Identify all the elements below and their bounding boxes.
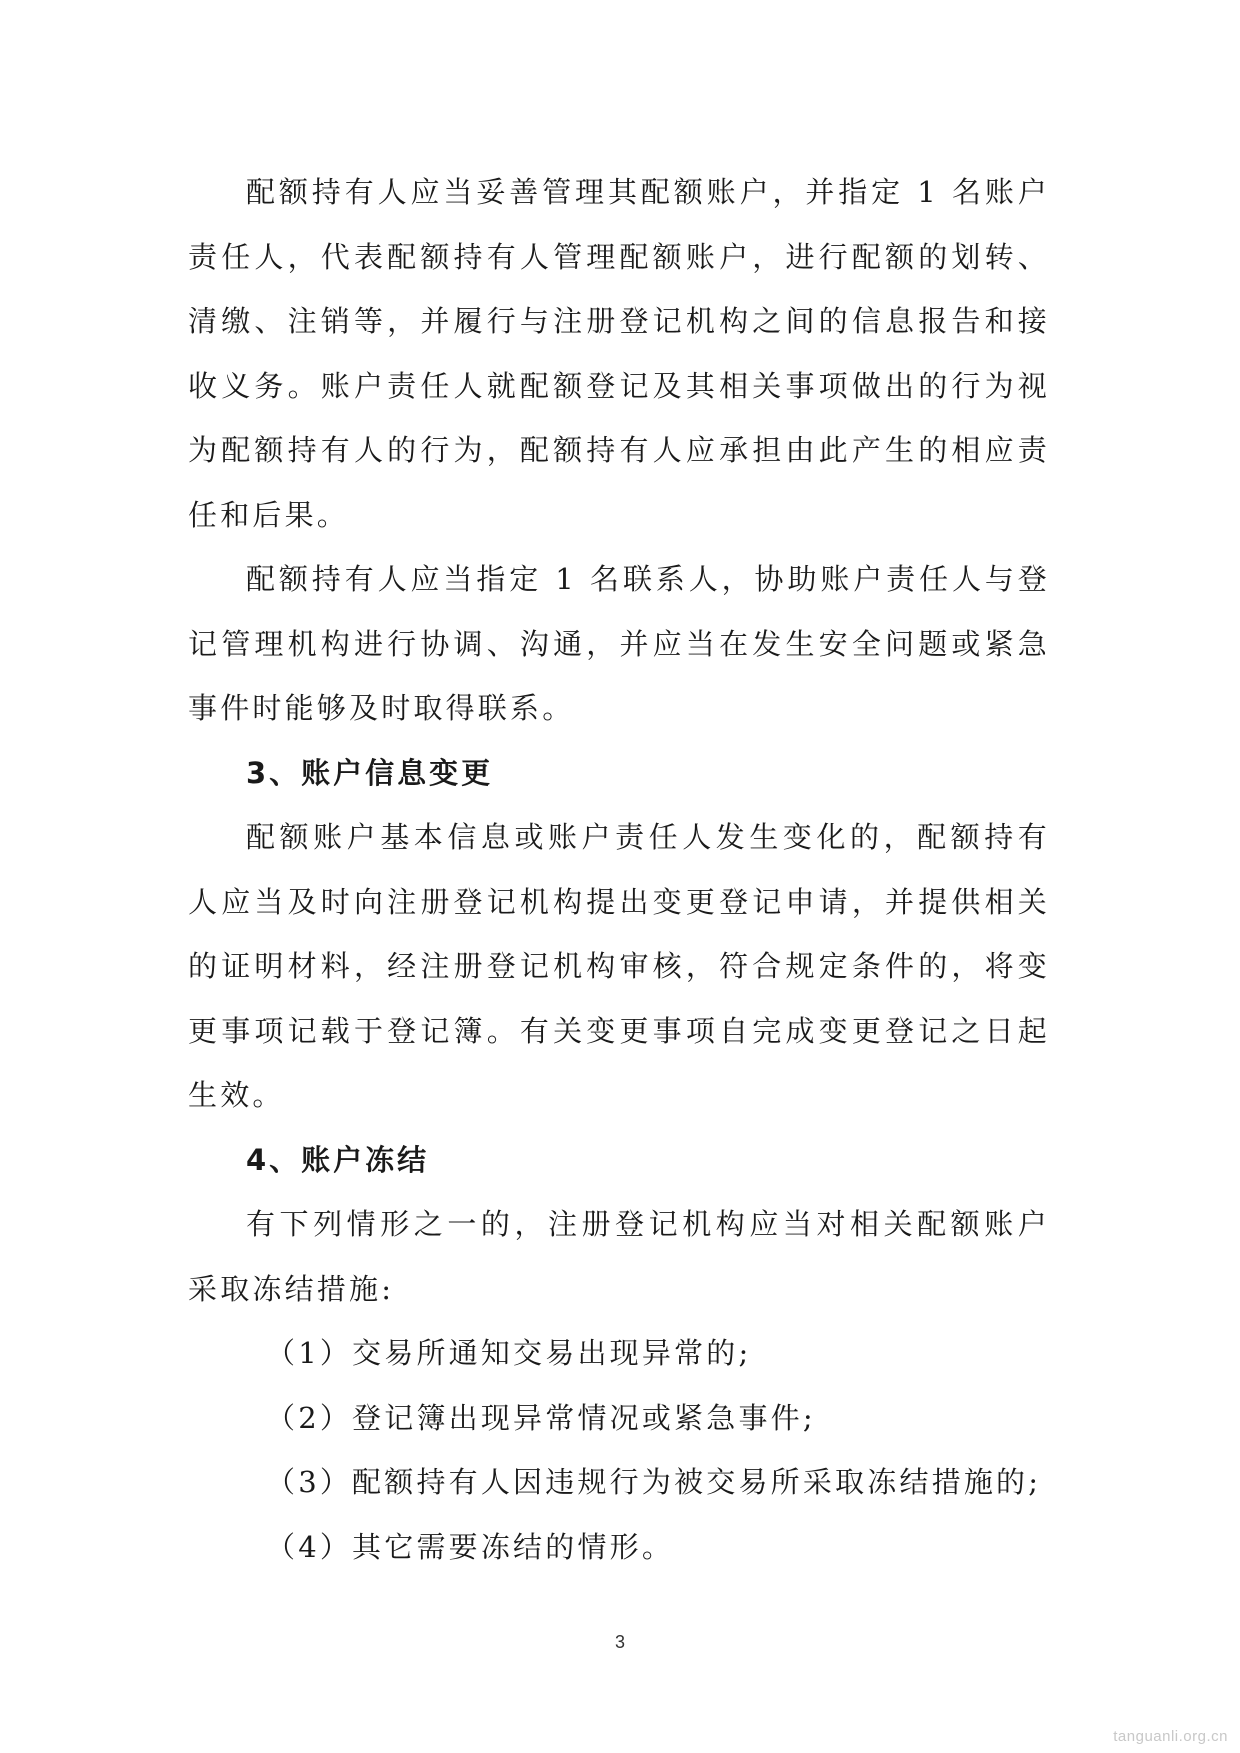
paragraph-account-responsible-person: 配额持有人应当妥善管理其配额账户，并指定 1 名账户责任人，代表配额持有人管理配额账户，进行配额的划转、清缴、注销等，并履行与注册登记机构之间的信息报告和接收义务。账户责任人就配额登记及其相关事项做出的行为视为配额持有人的行为，配额持有人应承担由此产生的相应责任和后果。 <box>188 175 1050 532</box>
list-item-freeze-2: （2）登记簿出现异常情况或紧急事件; <box>266 1400 816 1435</box>
section-heading-account-info-change: 3、账户信息变更 <box>246 755 494 790</box>
section-heading-account-freeze: 4、账户冻结 <box>246 1142 430 1177</box>
document-body <box>188 160 1050 1579</box>
paragraph-account-freeze: 有下列情形之一的，注册登记机构应当对相关配额账户采取冻结措施: <box>188 1207 1050 1306</box>
paragraph-contact-person: 配额持有人应当指定 1 名联系人，协助账户责任人与登记管理机构进行协调、沟通，并应当在发生安全问题或紧急事件时能够及时取得联系。 <box>188 562 1050 725</box>
page-number: 3 <box>614 1632 625 1652</box>
list-item-freeze-4: （4）其它需要冻结的情形。 <box>266 1529 675 1564</box>
list-item-freeze-3: （3）配额持有人因违规行为被交易所采取冻结措施的; <box>266 1465 1042 1499</box>
list-item-freeze-1: （1）交易所通知交易出现异常的; <box>266 1336 752 1370</box>
paragraph-account-info-change: 配额账户基本信息或账户责任人发生变化的，配额持有人应当及时向注册登记机构提出变更登记申请，并提供相关的证明材料，经注册登记机构审核，符合规定条件的，将变更事项记载于登记簿。有关变更事项自完成变更登记之日起生效。 <box>188 820 1050 1112</box>
site-watermark: tanguanli.org.cn <box>1113 1728 1228 1745</box>
